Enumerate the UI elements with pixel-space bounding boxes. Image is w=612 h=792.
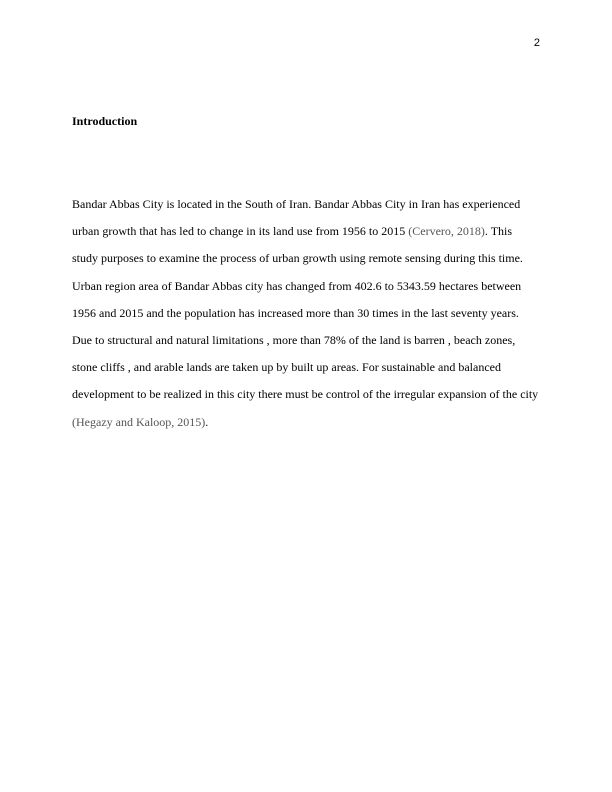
- text-segment: stone cliffs , and arable lands are taken up by built up areas. For sustainable and balanced: [72, 360, 501, 375]
- page-number: 2: [533, 37, 540, 49]
- citation: (Hegazy and Kaloop, 2015): [72, 414, 206, 429]
- body-paragraph: [72, 191, 542, 436]
- text-line: [72, 245, 542, 272]
- text-line: [72, 300, 542, 327]
- text-line: [72, 191, 542, 218]
- text-segment: 1956 and 2015 and the population has increased more than 30 times in the last seventy years.: [72, 305, 519, 320]
- text-segment: . This: [484, 224, 513, 239]
- text-segment: study purposes to examine the process of urban growth using remote sensing during this time.: [72, 251, 523, 266]
- text-segment: development to be realized in this city there must be control of the irregular expansion of the city: [72, 387, 539, 402]
- text-line: [72, 354, 542, 381]
- text-segment: Bandar Abbas City is located in the South of Iran. Bandar Abbas City in Iran has experienced: [72, 197, 521, 211]
- section-heading: Introduction: [72, 114, 138, 128]
- text-line: [72, 273, 542, 300]
- text-segment: Urban region area of Bandar Abbas city has changed from 402.6 to 5343.59 hectares between: [72, 278, 522, 293]
- text-segment: Due to structural and natural limitations , more than 78% of the land is barren , beach zones,: [72, 333, 516, 348]
- text-line: [72, 218, 542, 245]
- text-line: [72, 409, 542, 436]
- text-segment: urban growth that has led to change in its land use from 1956 to 2015: [72, 224, 409, 239]
- text-segment: .: [205, 414, 209, 429]
- text-line: [72, 381, 542, 408]
- citation: (Cervero, 2018): [408, 224, 485, 239]
- text-line: [72, 327, 542, 354]
